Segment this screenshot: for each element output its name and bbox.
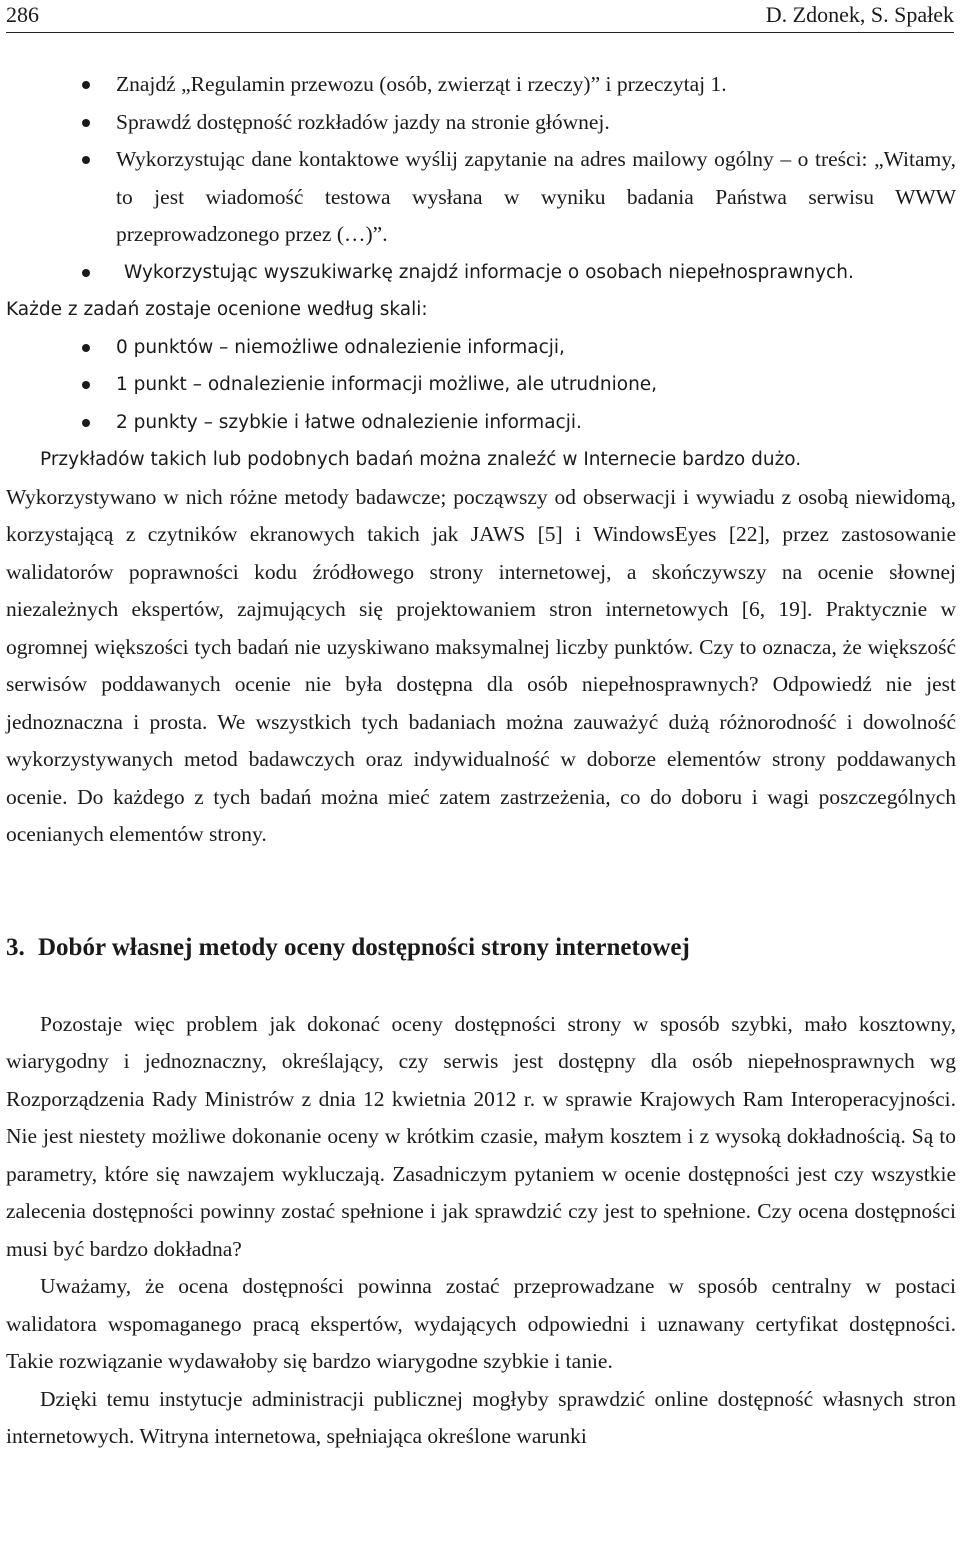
list-item-text: Wykorzystując wyszukiwarkę znajdź informacje o osobach niepełnosprawnych. xyxy=(124,261,854,283)
body-paragraph: Dzięki temu instytucje administracji publicznej mogłyby sprawdzić online dostępność własnych stron internetowych. Witryna internetowa, spełniająca określone warunki xyxy=(6,1386,956,1448)
bullet-icon xyxy=(82,81,90,89)
task-list xyxy=(6,66,956,291)
bullet-icon xyxy=(82,344,90,352)
body-paragraph: Pozostaje więc problem jak dokonać oceny dostępności strony w sposób szybki, mało kosztowny, wiarygodny i jednoznaczny, określający, czy serwis jest dostępny dla osób niepełnosprawnych wg Rozporządzenia Rady Ministrów z dnia 12 kwietnia 2012 r. w sprawie Krajowych Ram Interoperacyjności. Nie jest niestety możliwe dokonanie oceny w krótkim czasie, małym kosztem i z wysoką dokładnością. Są to parametry, które się nawzajem wykluczają. Zasadniczym pytaniem w ocenie dostępności jest czy wszystkie zalecenia dostępności powinny zostać spełnione i jak sprawdzić czy jest to spełnione. Czy ocena dostępności musi być bardzo dokładna? xyxy=(6,1011,956,1261)
section-number: 3. xyxy=(6,933,25,961)
bullet-icon xyxy=(82,381,90,389)
list-item xyxy=(6,254,956,292)
bullet-icon xyxy=(82,419,90,427)
section-title: Dobór własnej metody oceny dostępności strony internetowej xyxy=(38,933,690,961)
section-heading xyxy=(6,928,956,968)
list-item xyxy=(6,104,956,142)
list-item xyxy=(6,404,956,442)
bullet-icon xyxy=(82,269,90,277)
list-item xyxy=(6,366,956,404)
bullet-icon xyxy=(82,119,90,127)
page-number: 286 xyxy=(6,2,39,27)
list-item-text: 0 punktów – niemożliwe odnalezienie informacji, xyxy=(116,336,565,358)
running-header-authors: D. Zdonek, S. Spałek xyxy=(765,2,954,27)
list-item xyxy=(6,329,956,367)
list-item xyxy=(6,66,956,104)
examples-paragraph-lead: Przykładów takich lub podobnych badań można znaleźć w Internecie bardzo dużo. xyxy=(40,449,802,470)
list-item-text: Znajdź „Regulamin przewozu (osób, zwierząt i rzeczy)” i przeczytaj 1. xyxy=(116,72,727,96)
scale-block xyxy=(6,291,956,479)
running-header xyxy=(6,2,954,33)
list-item-text: Sprawdź dostępność rozkładów jazdy na stronie głównej. xyxy=(116,109,610,134)
spacer xyxy=(6,854,956,928)
scale-intro: Każde z zadań zostaje ocenione według skali: xyxy=(6,299,428,320)
list-item-text: 2 punkty – szybkie i łatwe odnalezienie informacji. xyxy=(116,411,582,433)
scale-list xyxy=(6,329,956,442)
list-item xyxy=(6,141,956,254)
spacer xyxy=(6,968,956,1006)
list-item-text: 1 punkt – odnalezienie informacji możliwe, ale utrudnione, xyxy=(116,374,658,395)
examples-paragraph: Wykorzystywano w nich różne metody badawcze; począwszy od obserwacji i wywiadu z osobą niewidomą, korzystającą z czytników ekranowych takich jak JAWS [5] i WindowsEyes [22], przez zastosowanie walidatorów poprawności kodu źródłowego strony internetowej, a skończywszy na ocenie słownej niezależnych ekspertów, zajmujących się projektowaniem stron internetowych [6, 19]. Praktycznie w ogromnej większości tych badań nie uzyskiwano maksymalnej liczby punktów. Czy to oznacza, że większość serwisów poddawanych ocenie nie była dostępna dla osób niepełnosprawnych? Odpowiedź nie jest jednoznaczna i prosta. We wszystkich tych badaniach można zauważyć dużą różnorodność i dowolność wykorzystywanych metod badawczych oraz indywidualność w doborze elementów strony poddawanych ocenie. Do każdego z tych badań można mieć zatem zastrzeżenia, co do doboru i wagi poszczególnych ocenianych elementów strony. xyxy=(6,484,956,846)
bullet-icon xyxy=(82,156,90,164)
list-item-text: Wykorzystując dane kontaktowe wyślij zapytanie na adres mailowy ogólny – o treści: „Witamy, to jest wiadomość testowa wysłana w wyniku badania Państwa serwisu WWW przeprowadzonego przez (…)”. xyxy=(116,147,956,246)
page-body xyxy=(6,66,956,1456)
body-paragraph: Uważamy, że ocena dostępności powinna zostać przeprowadzane w sposób centralny w postaci walidatora wspomaganego pracą ekspertów, wydających odpowiedni i uznawany certyfikat dostępności. Takie rozwiązanie wydawałoby się bardzo wiarygodne szybkie i tanie. xyxy=(6,1274,956,1373)
